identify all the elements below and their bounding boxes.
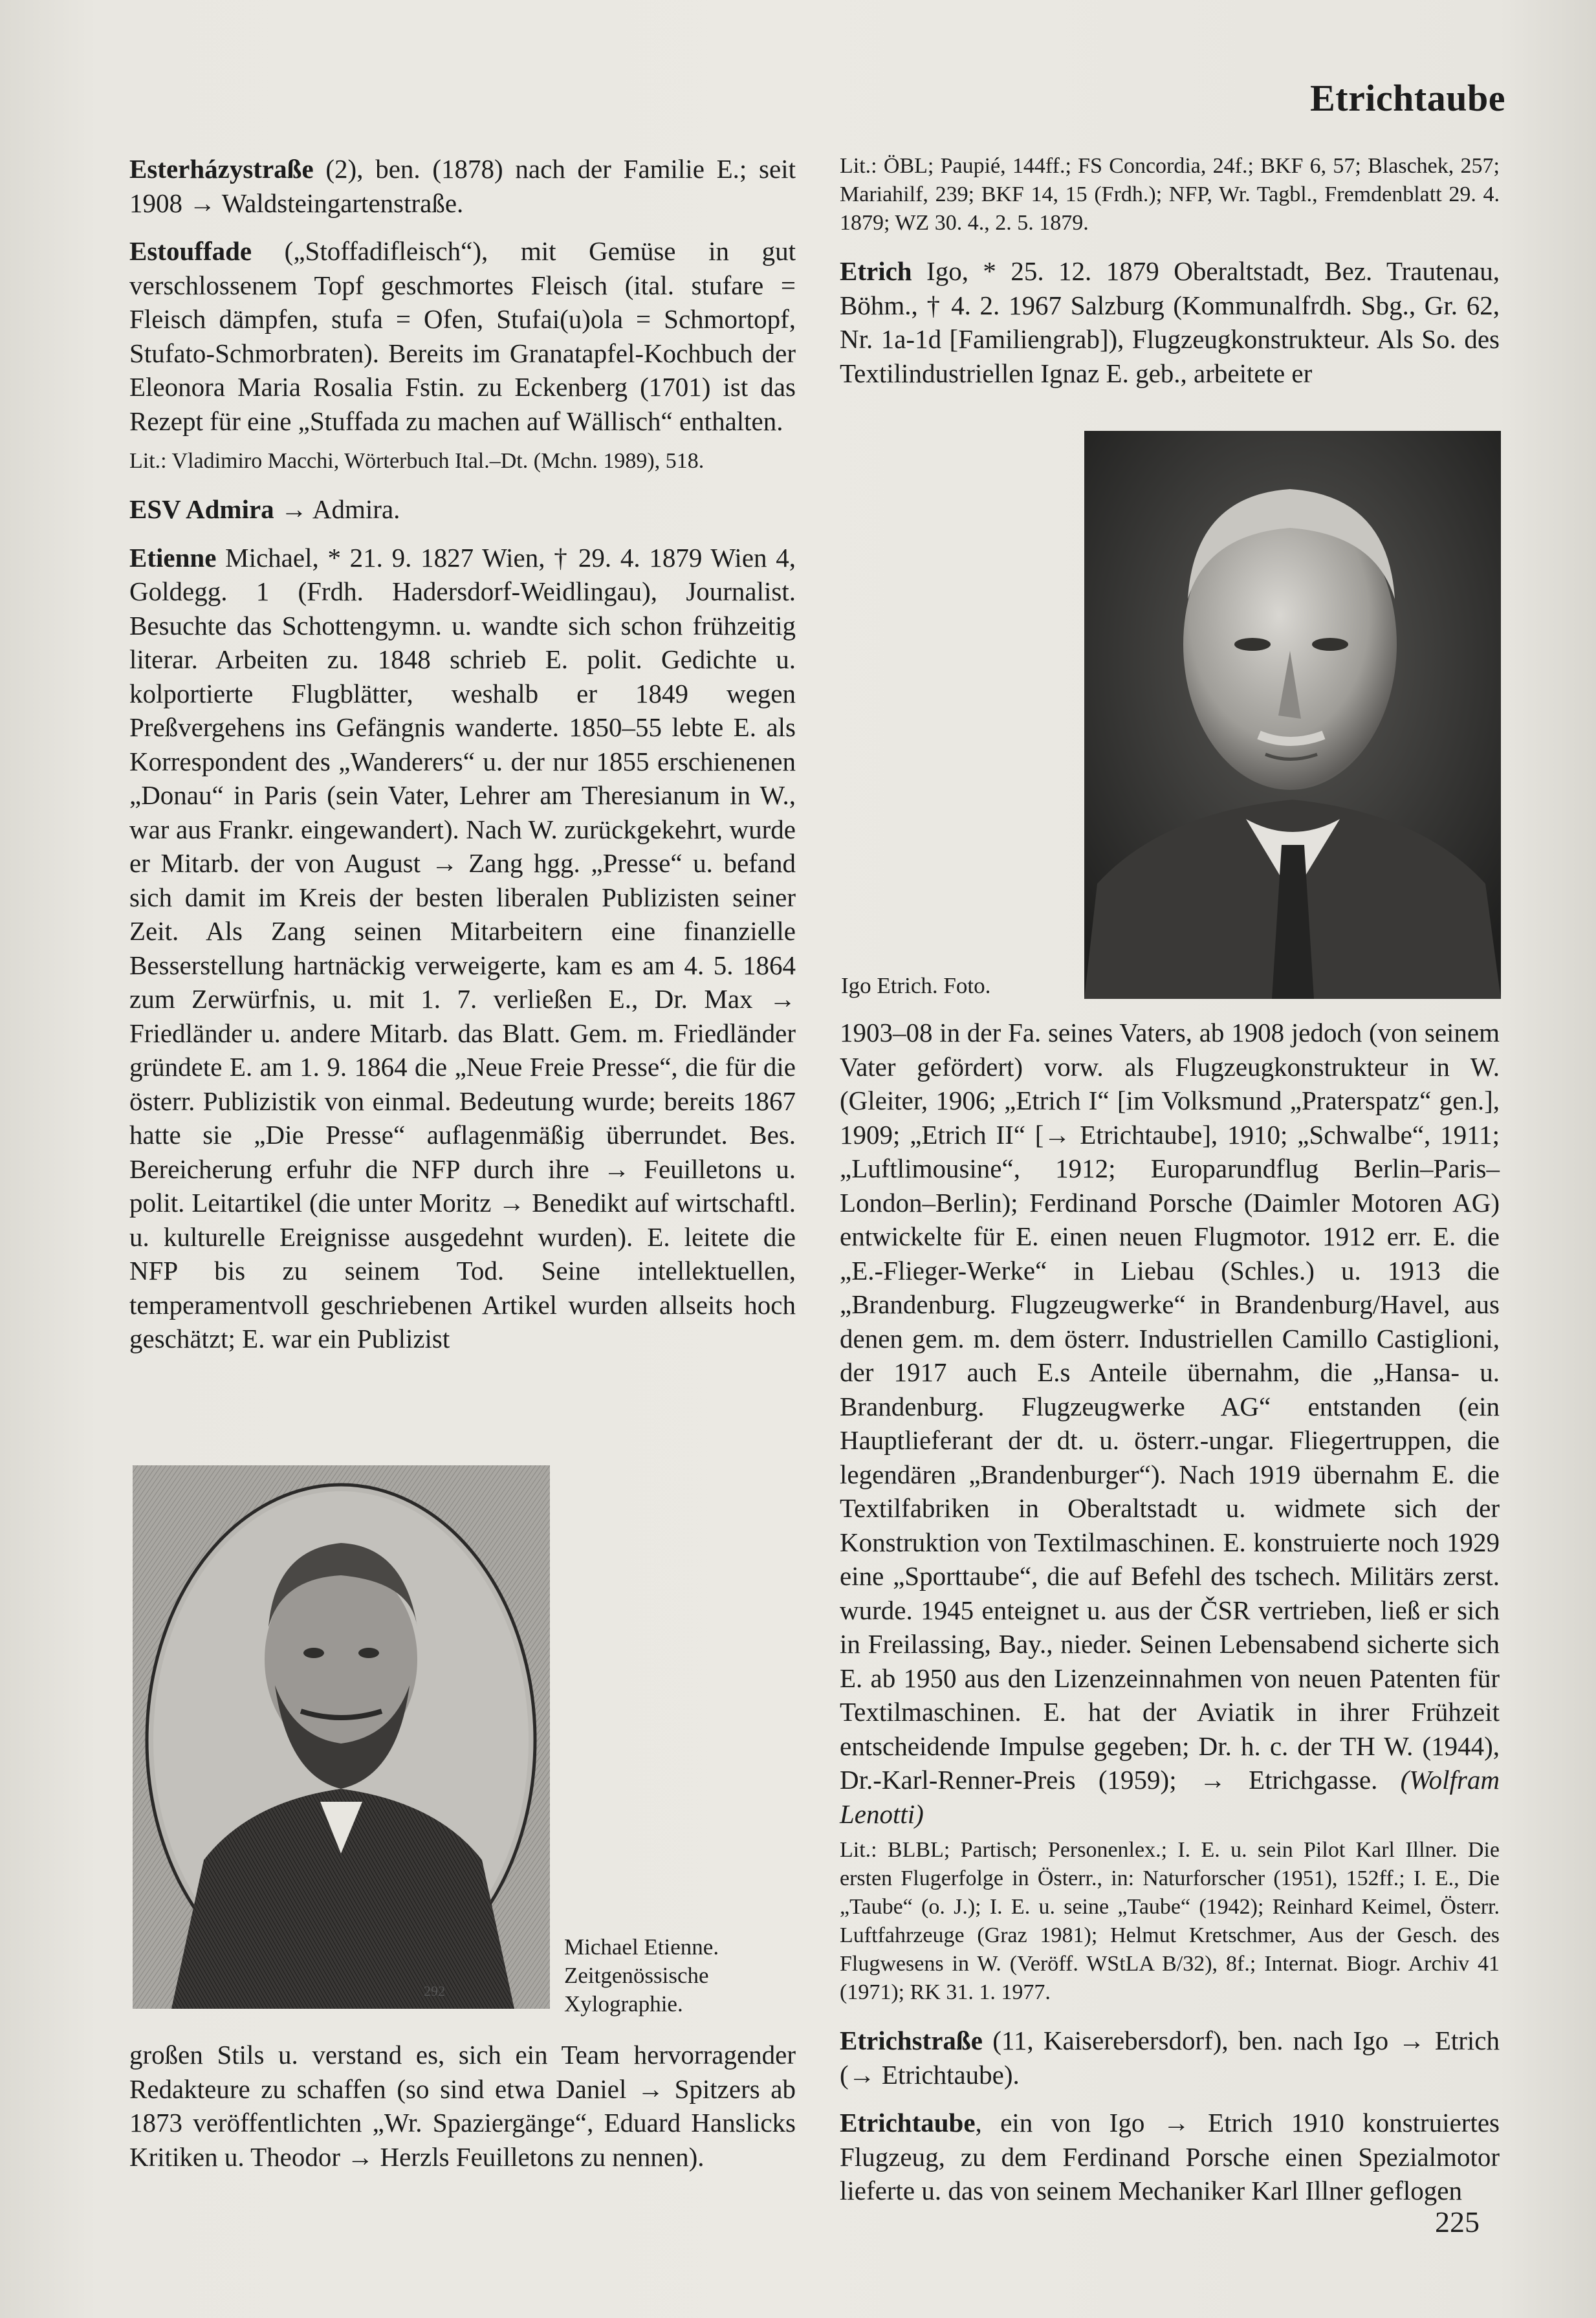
left-column (129, 152, 796, 1370)
entry-headword: ESV Admira (129, 494, 274, 524)
entry-etrichstrasse (840, 2024, 1500, 2092)
entry-esv-admira (129, 492, 796, 527)
running-head: Etrichtaube (1310, 77, 1505, 119)
caption-etienne: Michael Etienne. Zeitgenössische Xylographie. (564, 1934, 719, 2017)
entry-headword: Esterházystraße (129, 154, 314, 184)
entry-etrich (840, 254, 1500, 390)
entry-text: 1903–08 in der Fa. seines Vaters, ab 1908 jedoch (von seinem Vater gefördert) vorw. als Flugzeugkonstrukteur in W. (Gleiter, 1906; „Etrich I“ [im Volksmund „Praterspatz“ gen.], 1909; „Etrich II“ [→ Etrichtaube], 1910; „Schwalbe“, 1911; „Luftlimousine“, 1912; Europarundflug Berlin–Paris–London–Berlin); Ferdinand Porsche (Daimler Motoren AG) entwickelte für E. einen neuen Flugmotor. 1912 err. E. die „E.-Flieger-Werke“ in Liebau (Schles.) u. 1913 die „Brandenburg. Flugzeugwerke“ in Brandenburg/Havel, aus denen gem. m. dem österr. Industriellen Camillo Castiglioni, der 1917 auch E.s Anteile übernahm, die „Hansa- u. Brandenburg. Flugzeugwerke AG“ entstanden (ein Hauptlieferant der dt. u. österr.-ungar. Fliegertruppen, die legendären „Brandenburger“). Nach 1919 übernahm E. die Textilfabriken in Oberaltstadt u. widmete sich der Konstruktion von Textilmaschinen. E. konstruierte noch 1929 eine „Sporttaube“, die auf Befehl des tschech. Militärs zerst. wurde. 1945 enteignet u. aus der ČSR vertrieben, ließ er sich in Freilassing, Bay., nieder. Seinen Lebensabend sicherte sich E. ab 1950 aus den Lizenzeinnahmen von neuen Patenten für Textilmaschinen. E. hat der Aviatik in ihrer Frühzeit entscheidende Impulse gegeben; Dr. h. c. der TH W. (1944), Dr.-Karl-Renner-Preis (1959); → Etrichgasse. (840, 1018, 1500, 1795)
entry-esterhazystrasse (129, 152, 796, 220)
entry-text: (11, Kaiserebersdorf), ben. nach Igo → Etrich (→ Etrichtaube). (840, 2026, 1500, 2090)
etienne-engraving (133, 1465, 550, 2009)
engraving-signature: 292 (424, 1983, 445, 1999)
entry-text: Michael, * 21. 9. 1827 Wien, † 29. 4. 1879 Wien 4, Goldegg. 1 (Frdh. Hadersdorf-Weidlingau), Journalist. Besuchte das Schottengymn. u. wandte sich schon frühzeitig literar. Arbeiten zu. 1848 schrieb E. polit. Gedichte u. kolportierte Flugblätter, weshalb er 1849 wegen Preßvergehens ins Gefängnis wanderte. 1850–55 lebte E. als Korrespondent des „Wanderers“ u. der nur 1855 erschienenen „Donau“ in Paris (sein Vater, Lehrer am Theresianum in W., war aus Frankr. eingewandert). Nach W. zurückgekehrt, wurde er Mitarb. der von August → Zang hgg. „Presse“ u. befand sich damit im Kreis der besten liberalen Publizisten seiner Zeit. Als Zang seinen Mitarbeitern eine finanzielle Besserstellung hartnäckig verweigerte, kam es am 4. 5. 1864 zum Zerwürfnis, u. mit 1. 7. verließen E., Dr. Max → Friedländer u. andere Mitarb. das Blatt. Gem. m. Friedländer gründete E. am 1. 9. 1864 die „Neue Freie Presse“, die für die österr. Publizistik von einmal. Bedeutung wurde; bereits 1867 hatte sie „Die Presse“ auflagenmäßig überrundet. Bes. Bereicherung erfuhr die NFP durch ihre → Feuilletons u. polit. Leitartikel (die unter Moritz → Benedikt auf wirtschaftl. u. kulturelle Ereignisse ausgedehnt wurden). E. leitete die NFP bis zu seinem Tod. Seine intellektuellen, temperamentvoll geschriebenen Artikel wurden allseits hoch geschätzt; E. war ein Publizist (129, 542, 796, 1353)
entry-continuation-text: großen Stils u. verstand es, sich ein Team hervorragender Redakteure zu schaffen (so sind etwa Daniel → Spitzers ab 1873 veröffentlichten „Wr. Spaziergänge“, Eduard Hanslicks Kritiken u. Theodor → Herzls Feuilletons zu nennen). (129, 2040, 796, 2172)
entry-etrich-continuation (840, 1016, 1500, 1831)
literature-note-etienne: Lit.: ÖBL; Paupié, 144ff.; FS Concordia, 24f.; BKF 6, 57; Blaschek, 257; Mariahilf, 239; BKF 14, 15 (Frdh.); NFP, Wr. Tagbl., Fremdenblatt 29. 4. 1879; WZ 30. 4., 2. 5. 1879. (840, 154, 1500, 235)
entry-text: (2), ben. (1878) nach der Familie E.; seit 1908 → Waldsteingartenstraße. (129, 154, 796, 218)
right-column-bottom (840, 1016, 1500, 2222)
entry-text: Igo, * 25. 12. 1879 Oberaltstadt, Bez. Trautenau, Böhm., † 4. 2. 1967 Salzburg (Kommunalfrdh. Sbg., Gr. 62, Nr. 1a-1d [Familiengrab]), Flugzeugkonstrukteur. Als So. des Textilindustriellen Ignaz E. geb., arbeitete er (840, 256, 1500, 388)
entry-estouffade (129, 234, 796, 438)
entry-etrichtaube (840, 2106, 1500, 2208)
literature-note: Lit.: Vladimiro Macchi, Wörterbuch Ital.–Dt. (Mchn. 1989), 518. (129, 449, 705, 473)
literature-note-etrich: Lit.: BLBL; Partisch; Personenlex.; I. E. u. sein Pilot Karl Illner. Die ersten Flugerfolge in Österr., in: Naturforscher (1951), 152ff.; I. E., Die „Taube“ (o. J.); I. E. u. seine „Taube“ (1942); Reinhard Keimel, Österr. Luftfahrzeuge (Graz 1981); Helmut Kretschmer, Aus der Gesch. des Flugwesens in W. (Veröff. WStLA B/32), 8f.; Internat. Biogr. Archiv 41 (1971); RK 31. 1. 1977. (840, 1838, 1500, 2004)
left-column-continuation (129, 2038, 796, 2174)
right-column-top (840, 152, 1500, 404)
entry-text: , ein von Igo → Etrich 1910 konstruiertes Flugzeug, zu dem Ferdinand Porsche einen Spezialmotor lieferte u. das von seinem Mechaniker Karl Illner geflogen (840, 2108, 1500, 2205)
entry-headword: Etrichtaube (840, 2108, 976, 2138)
entry-text: („Stoffadifleisch“), mit Gemüse in gut verschlossenem Topf geschmortes Fleisch (ital. stufare = Fleisch dämpfen, stufa = Ofen, Stufai(u)ola = Schmortopf, Stufato-Schmorbraten). Bereits im Granatapfel-Kochbuch der Eleonora Maria Rosalia Fstin. zu Eckenberg (1701) ist das Rezept für eine „Stuffada zu machen auf Wällisch“ enthalten. (129, 236, 796, 436)
caption-etrich: Igo Etrich. Foto. (841, 973, 991, 998)
entry-headword: Estouffade (129, 236, 252, 266)
page-number: 225 (1435, 2205, 1480, 2238)
entry-headword: Etienne (129, 542, 217, 573)
entry-etienne (129, 541, 796, 1356)
entry-author: (Wolfram Lenotti) (840, 1765, 1500, 1829)
entry-headword: Etrichstraße (840, 2026, 983, 2055)
entry-headword: Etrich (840, 256, 912, 286)
entry-text: → Admira. (274, 494, 400, 524)
etrich-photo (1084, 431, 1501, 999)
